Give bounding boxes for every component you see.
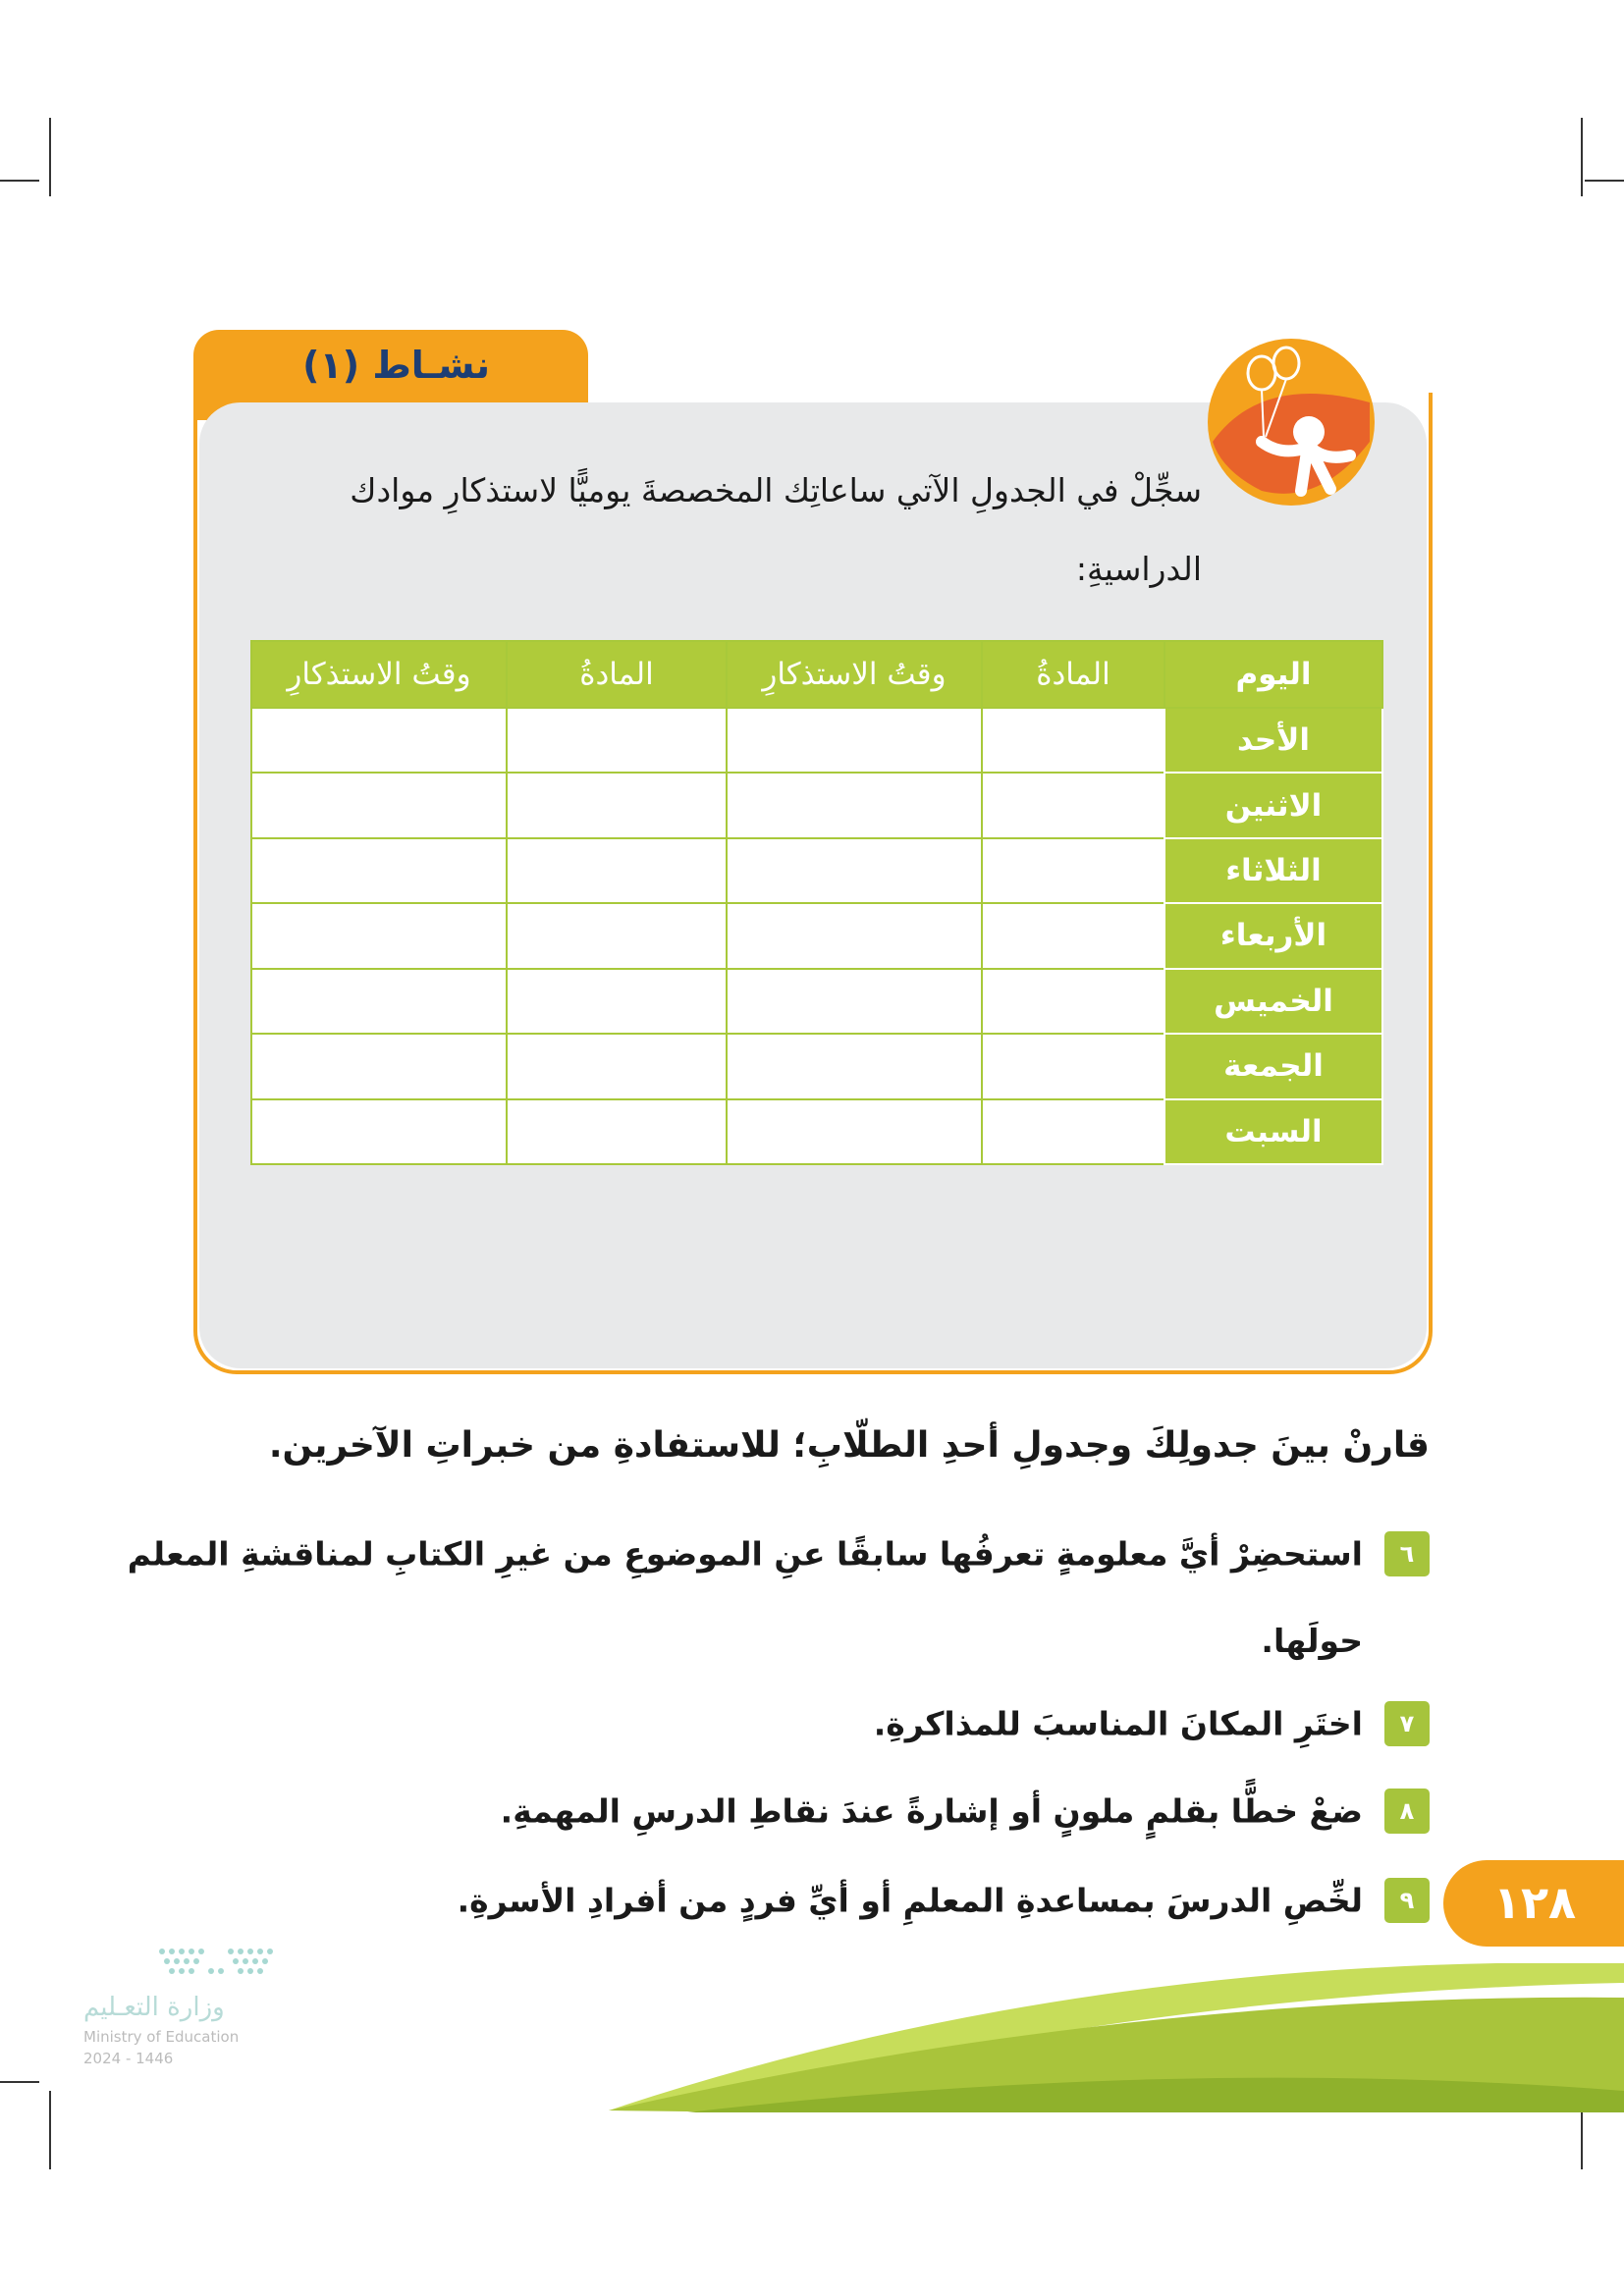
table-row: [251, 1099, 1382, 1164]
step-item: [501, 1789, 1430, 1834]
step-number-badge: ٩: [1384, 1878, 1430, 1923]
time-cell[interactable]: [727, 1099, 982, 1164]
table-row: [251, 708, 1382, 773]
subject-cell[interactable]: [982, 773, 1164, 837]
subject-cell[interactable]: [982, 838, 1164, 903]
time-cell[interactable]: [727, 903, 982, 968]
step-text: اختَرِ المكانَ المناسبَ للمذاكرةِ.: [873, 1704, 1363, 1743]
subject-cell[interactable]: [507, 969, 727, 1034]
header-study-time: وقتُ الاستذكارِ: [727, 641, 982, 708]
time-cell[interactable]: [251, 1034, 507, 1098]
instruction-line-2: الدراسيةِ:: [1075, 550, 1202, 588]
subject-cell[interactable]: [507, 838, 727, 903]
subject-cell[interactable]: [982, 969, 1164, 1034]
table-row: [251, 903, 1382, 968]
time-cell[interactable]: [727, 773, 982, 837]
crop-mark: [49, 118, 51, 196]
subject-cell[interactable]: [982, 903, 1164, 968]
subject-cell[interactable]: [507, 1034, 727, 1098]
time-cell[interactable]: [251, 773, 507, 837]
crop-mark: [1585, 180, 1624, 182]
step-item: [874, 1701, 1430, 1746]
table-row: [251, 969, 1382, 1034]
table-row: [251, 838, 1382, 903]
step-text: ضعْ خطًّا بقلمٍ ملونٍ أو إشارةً عندَ نقاطِ الدرسِ المهمةِ.: [500, 1791, 1363, 1831]
day-cell: الاثنين: [1164, 773, 1382, 837]
activity-title: نشـاط (١): [302, 344, 490, 387]
step-text-continued: حولَها.: [1261, 1622, 1363, 1660]
step-number-badge: ٧: [1384, 1701, 1430, 1746]
day-cell: الجمعة: [1164, 1034, 1382, 1098]
day-cell: الأحد: [1164, 708, 1382, 773]
page-number-tab: [1443, 1860, 1624, 1947]
time-cell[interactable]: [251, 708, 507, 773]
table-header-row: [251, 641, 1382, 708]
day-cell: الخميس: [1164, 969, 1382, 1034]
subject-cell[interactable]: [982, 1034, 1164, 1098]
activity-instructions: [285, 452, 1202, 609]
time-cell[interactable]: [727, 1034, 982, 1098]
time-cell[interactable]: [251, 838, 507, 903]
header-study-time: وقتُ الاستذكارِ: [251, 641, 507, 708]
header-subject: المادةُ: [982, 641, 1164, 708]
subject-cell[interactable]: [982, 708, 1164, 773]
table-row: [251, 1034, 1382, 1098]
ministry-logo-icon: [152, 1944, 309, 1993]
subject-cell[interactable]: [507, 708, 727, 773]
time-cell[interactable]: [251, 969, 507, 1034]
subject-cell[interactable]: [507, 773, 727, 837]
step-item: [128, 1531, 1430, 1576]
ministry-year: 2024 - 1446: [83, 2050, 174, 2067]
study-schedule-table: [250, 640, 1383, 1165]
table-row: [251, 773, 1382, 837]
balloon-child-icon: [1203, 334, 1380, 510]
step-number-badge: ٦: [1384, 1531, 1430, 1576]
time-cell[interactable]: [727, 838, 982, 903]
day-cell: السبت: [1164, 1099, 1382, 1164]
time-cell[interactable]: [727, 969, 982, 1034]
subject-cell[interactable]: [507, 903, 727, 968]
step-number-badge: ٨: [1384, 1789, 1430, 1834]
day-cell: الأربعاء: [1164, 903, 1382, 968]
header-subject: المادةُ: [507, 641, 727, 708]
step-text: استحضِرْ أيَّ معلومةٍ تعرفُها سابقًا عنِ الموضوعِ من غيرِ الكتابِ لمناقشةِ المعلم: [127, 1534, 1363, 1574]
header-day: اليوم: [1164, 641, 1382, 708]
subject-cell[interactable]: [507, 1099, 727, 1164]
time-cell[interactable]: [727, 708, 982, 773]
day-cell: الثلاثاء: [1164, 838, 1382, 903]
subject-cell[interactable]: [982, 1099, 1164, 1164]
ministry-name-en: Ministry of Education: [83, 2028, 240, 2046]
time-cell[interactable]: [251, 1099, 507, 1164]
page-number: ١٢٨: [1492, 1876, 1577, 1929]
decorative-swoosh: [0, 1963, 1624, 2296]
crop-mark: [1581, 118, 1583, 196]
step-text: لخِّصِ الدرسَ بمساعدةِ المعلمِ أو أيِّ فردٍ من أفرادِ الأسرةِ.: [457, 1881, 1363, 1920]
time-cell[interactable]: [251, 903, 507, 968]
ministry-name-ar: وزارة التعـليم: [83, 1993, 225, 2022]
compare-instruction: قارنْ بينَ جدولِكَ وجدولِ أحدِ الطلّابِ؛ للاستفادةِ من خبراتِ الآخرين.: [268, 1425, 1430, 1466]
step-item: [458, 1878, 1430, 1923]
instruction-line-1: سجِّلْ في الجدولِ الآتي ساعاتِك المخصصةَ يوميًّا لاستذكارِ موادك: [350, 471, 1202, 509]
crop-mark: [0, 180, 39, 182]
